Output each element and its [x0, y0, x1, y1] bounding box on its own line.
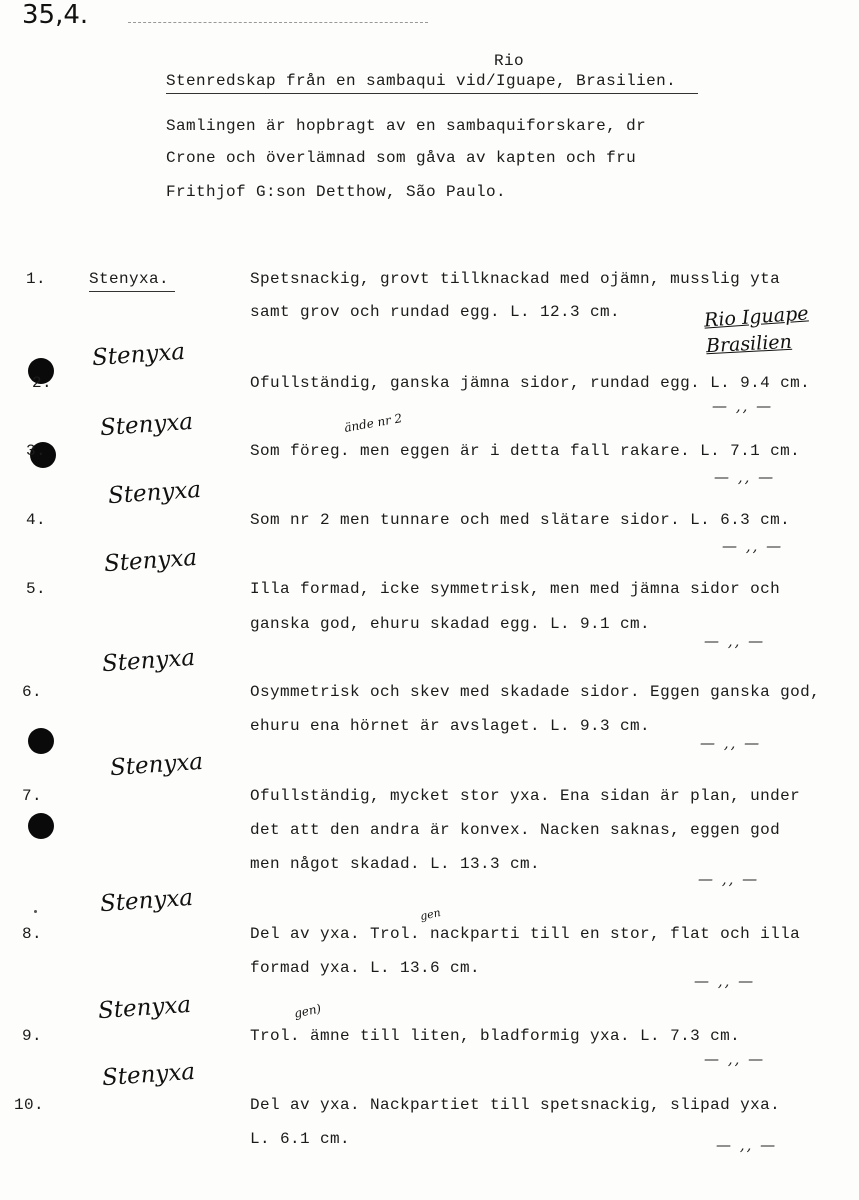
entry-1-line-1: Spetsnackig, grovt tillknackad med ojämn, musslig yta [250, 270, 781, 288]
ditto-mark-7: — ‚‚ — [698, 870, 760, 888]
handwritten-label-7: Stenyxa [109, 748, 204, 782]
handwritten-label-4: Stenyxa [107, 476, 202, 510]
entry-number-6: 6. [22, 683, 43, 701]
handwritten-label-9: Stenyxa [97, 991, 192, 1025]
handwritten-label-3: Stenyxa [99, 408, 194, 442]
entry-8-line-2: formad yxa. L. 13.6 cm. [250, 959, 481, 977]
handwritten-label-10: Stenyxa [101, 1058, 196, 1092]
entry-number-8: 8. [22, 925, 43, 943]
entry-5-line-2: ganska god, ehuru skadad egg. L. 9.1 cm. [250, 615, 651, 633]
insert-note-9: gen) [292, 1001, 323, 1021]
entry-2-line-1: Ofullständig, ganska jämna sidor, rundad egg. L. 9.4 cm. [250, 374, 811, 392]
entry-7-line-1: Ofullständig, mycket stor yxa. Ena sidan är plan, under [250, 787, 801, 805]
entry-3-line-1: Som föreg. men eggen är i detta fall rakare. L. 7.1 cm. [250, 442, 801, 460]
handwritten-label-5: Stenyxa [103, 544, 198, 578]
entry-number-4: 4. [26, 511, 47, 529]
handwritten-label-8: Stenyxa [99, 884, 194, 918]
entry-5-line-1: Illa formad, icke symmetrisk, men med jämna sidor och [250, 580, 781, 598]
ditto-mark-5: — ‚‚ — [704, 632, 766, 650]
ditto-mark-3: — ‚‚ — [714, 468, 776, 486]
ditto-mark-6: — ‚‚ — [700, 734, 762, 752]
entry-name-1: Stenyxa. [89, 270, 170, 288]
entry-9-line-1: Trol. ämne till liten, bladformig yxa. L. 7.3 cm. [250, 1027, 741, 1045]
entry-name-underline-1 [89, 291, 175, 292]
ditto-mark-9: — ‚‚ — [704, 1050, 766, 1068]
entry-number-2: 2. [32, 374, 53, 392]
entry-number-1: 1. [26, 270, 47, 288]
punch-hole [28, 728, 54, 754]
entry-7-line-2: det att den andra är konvex. Nacken saknas, eggen god [250, 821, 781, 839]
entry-8-line-1: Del av yxa. Trol. nackparti till en stor, flat och illa [250, 925, 801, 943]
entry-10-line-2: L. 6.1 cm. [250, 1130, 351, 1148]
ditto-mark-4: — ‚‚ — [722, 537, 784, 555]
entry-number-5: 5. [26, 580, 47, 598]
entry-number-3: 3. [26, 442, 47, 460]
document-title: Stenredskap från en sambaqui vid/Iguape, Brasilien. [166, 72, 677, 90]
ditto-mark-2: — ‚‚ — [712, 397, 774, 415]
insert-note-8: gen [418, 905, 442, 924]
entry-1-line-2: samt grov och rundad egg. L. 12.3 cm. [250, 303, 621, 321]
intro-line-3: Frithjof G:son Detthow, São Paulo. [166, 183, 507, 201]
top-rule [128, 22, 428, 23]
handwritten-label-2: Stenyxa [91, 338, 186, 372]
entry-7-line-3: men något skadad. L. 13.3 cm. [250, 855, 541, 873]
entry-6-line-1: Osymmetrisk och skev med skadade sidor. Eggen ganska god, [250, 683, 821, 701]
ditto-mark-10: — ‚‚ — [716, 1136, 778, 1154]
entry-6-line-2: ehuru ena hörnet är avslaget. L. 9.3 cm. [250, 717, 651, 735]
entry-10-line-1: Del av yxa. Nackpartiet till spetsnackig, slipad yxa. [250, 1096, 781, 1114]
ink-speck [34, 910, 37, 913]
ditto-mark-8: — ‚‚ — [694, 972, 756, 990]
insert-note-3: ände nr 2 [343, 411, 404, 435]
entry-number-7: 7. [22, 787, 43, 805]
intro-line-1: Samlingen är hopbragt av en sambaquiforskare, dr [166, 117, 647, 135]
handwritten-label-6: Stenyxa [101, 644, 196, 678]
intro-line-2: Crone och överlämnad som gåva av kapten och fru [166, 149, 637, 167]
margin-note-line-2: Brasilien [705, 330, 793, 358]
rio-insert: Rio [494, 52, 525, 70]
punch-hole [28, 813, 54, 839]
document-number: 35,4. [22, 0, 89, 30]
margin-note-line-1: Rio Iguape [703, 302, 810, 332]
entry-number-9: 9. [22, 1027, 43, 1045]
entry-4-line-1: Som nr 2 men tunnare och med slätare sidor. L. 6.3 cm. [250, 511, 791, 529]
title-underline [166, 93, 698, 94]
entry-number-10: 10. [14, 1096, 45, 1114]
